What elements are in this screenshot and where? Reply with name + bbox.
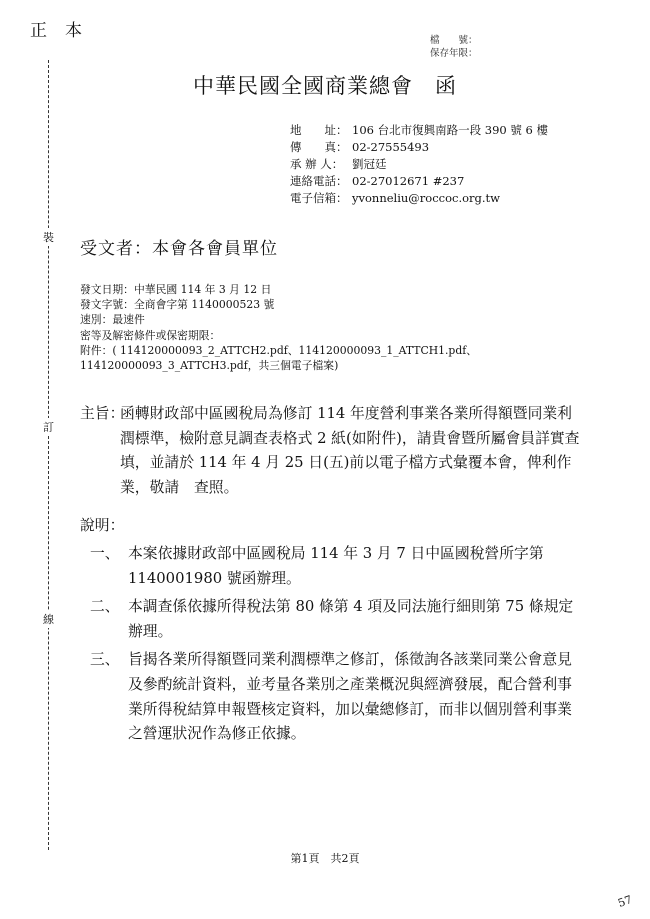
item-text: 旨揭各業所得額暨同業利潤標準之修訂，係徵詢各該業同業公會意見及參酌統計資料，並考量各業別之產業概況與經濟發展，配合營利事業所得稅結算申報暨核定資料，加以彙總修訂，而非以個別營利事業之營運狀況作為修正依據。 <box>128 651 572 743</box>
handler-value: 劉冠廷 <box>352 157 387 171</box>
recipient-line: 受文者：本會各會員單位 <box>80 239 278 259</box>
address-value: 106 台北市復興南路一段 390 號 6 樓 <box>352 123 548 137</box>
dispatch-number: 發文字號：全商會字第 1140000523 號 <box>80 298 275 312</box>
handler-row <box>290 156 548 173</box>
email-label: 電子信箱： <box>290 191 348 205</box>
explanation-label: 說明： <box>80 517 125 534</box>
subject-text: 函轉財政部中區國稅局為修訂 114 年度營利事業各業所得額暨同業利潤標準，檢附意見調查表格式 2 紙(如附件)，請貴會暨所屬會員詳實查填，並請於 114 年 4 月 25 日(五)前以電子檔方式彙覆本會，俾利作業，敬請 查照。 <box>120 405 580 496</box>
binding-mark-xian: 線 <box>43 610 54 628</box>
subject-label: 主旨： <box>80 405 125 422</box>
original-copy-stamp: 正本 <box>30 21 100 41</box>
email-value[interactable]: yvonneliu@roccoc.org.tw <box>352 191 501 205</box>
dispatch-date: 發文日期：中華民國 114 年 3 月 12 日 <box>80 283 272 296</box>
page-indicator: 第1頁 共2頁 <box>290 852 360 865</box>
handler-label: 承 辦 人： <box>290 157 344 171</box>
phone-row <box>290 173 548 190</box>
retention-period-label: 保存年限： <box>430 48 478 59</box>
attachments-line-1[interactable]: 附件：( 114120000093_2_ATTCH2.pdf、114120000093_1_ATTCH1.pdf、 <box>80 343 478 357</box>
item-number: 三、 <box>90 651 120 669</box>
explanation-item <box>90 648 585 746</box>
address-label: 地 址： <box>290 123 348 137</box>
item-number: 二、 <box>90 598 120 616</box>
phone-label: 連絡電話： <box>290 174 348 188</box>
binding-line <box>48 60 49 850</box>
subject-section <box>80 402 585 500</box>
dispatch-metadata <box>80 282 477 373</box>
explanation-item <box>90 542 585 591</box>
fax-label: 傳 真： <box>290 140 348 154</box>
fax-value: 02-27555493 <box>352 140 430 154</box>
fax-row <box>290 139 548 156</box>
secrecy-level: 密等及解密條件或保密期限： <box>80 328 221 342</box>
contact-block <box>290 122 548 207</box>
item-text: 本案依據財政部中區國稅局 114 年 3 月 7 日中區國稅營所字第 1140001980 號函辦理。 <box>128 545 544 587</box>
binding-mark-zhuang: 裝 <box>43 228 54 246</box>
phone-value: 02-27012671 #237 <box>352 174 465 188</box>
handwritten-corner-mark: 57 <box>616 892 634 911</box>
attachments-line-2[interactable]: 114120000093_3_ATTCH3.pdf，共三個電子檔案) <box>80 359 339 373</box>
delivery-speed: 速別：最速件 <box>80 313 145 327</box>
address-row <box>290 122 548 139</box>
item-text: 本調查係依據所得稅法第 80 條第 4 項及同法施行細則第 75 條規定辦理。 <box>128 598 574 640</box>
explanation-list <box>90 542 585 751</box>
item-number: 一、 <box>90 545 120 562</box>
email-row <box>290 190 548 207</box>
explanation-item <box>90 595 585 644</box>
document-title: 中華民國全國商業總會 函 <box>193 74 457 98</box>
file-number-label: 檔 號： <box>430 35 478 46</box>
binding-mark-ding: 訂 <box>43 418 54 436</box>
